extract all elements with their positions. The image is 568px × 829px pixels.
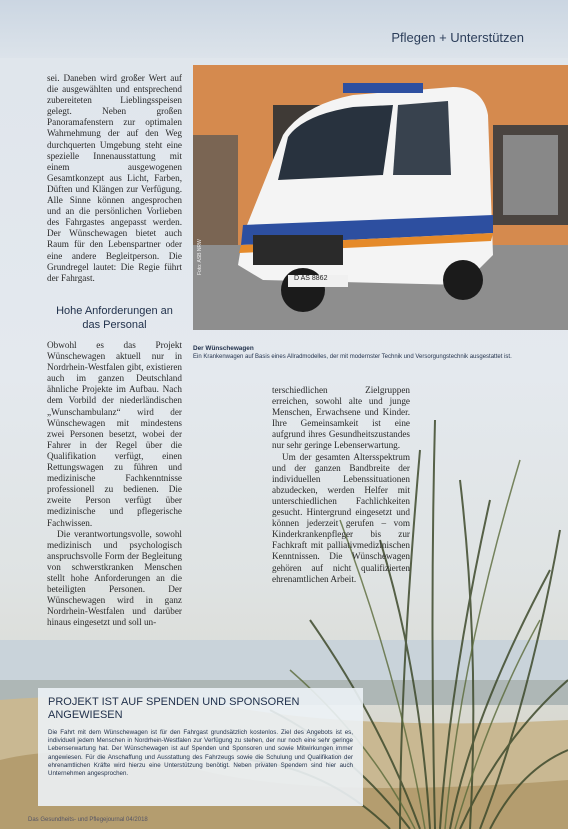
page-footer: Das Gesundheits- und Pflegejournal 04/2018 [28,817,148,823]
article-paragraph: sei. Daneben wird großer Wert auf die ausgewählten und entsprechend zubereiteten Lieblingsspeisen gelegt. Neben großen Panoramafenstern zur optimalen Wahrnehmung der auf den Weg durchquerten Umgebung steht eine spezielle Innenausstattung mit einem ausgewogenen Gesamtkonzept aus Licht, Farben, Düften und Klängen zur Verfügung. Alle Sinne können angesprochen und an die persönlichen Vorlieben des Fahrgastes angepasst werden. Der Wünschewagen bietet auch Raum für den Lebenspartner oder eine andere Begleitperson. Die Grundregel lautet: Die Regie führt der Fahrgast. [47,73,182,283]
license-plate: D AS 8862 [294,275,328,282]
box-text: Die Fahrt mit dem Wünschewagen ist für den Fahrgast grundsätzlich kostenlos. Ziel des Angebots ist es, individuell jedem Menschen in Nordrhein-Westfalen zur Verfügung zu stehen, der nur noch eine sehr geringe Lebenserwartung hat. Der Wünschewagen ist auf Spenden und Sponsoren und sowie Mitwirkungen immer angewiesen. Für die Anschaffung und Ausstattung des Fahrzeugs sowie die Schulung und Qualifikation der ehrenamtlichen Kräfte wird hierzu eine Unterstützung benötigt. Neben privaten Spendern sind hier auch Unternehmen angesprochen. [48,729,353,778]
article-subheading: Hohe Anforderungen an das Personal [56,305,173,331]
caption-title: Der Wünschewagen [193,345,254,352]
photo-credit: Foto: ASB NRW [197,239,203,275]
article-paragraph: terschiedlichen Zielgruppen erreichen, sowohl alte und junge Menschen, Erwachsene und Kinder. Ihre Gemeinsamkeit ist eine aufgrund ihres Gesundheitszustandes nur sehr geringe Lebenserwartung. [272,385,410,451]
article-paragraph: Obwohl es das Projekt Wünschewagen aktuell nur in Nordrhein-Westfalen gibt, existieren auch im ganzen Deutschland ähnliche Projekte im Aufbau. Nach dem Vorbild der niederländischen „Wunschambulanz“ wird der Wünschewagen mit mindestens zwei Personen besetzt, wobei der Fahrer in der Regel über die Qualifikation verfügt, einen Rettungswagen zu führen und medizinische Fachkenntnisse professionell zu bedienen. Die zweite Person verfügt über medizinische und pflegerische Fachwissen. [47,340,182,528]
article-paragraph: Die verantwortungsvolle, sowohl medizinisch und psychologisch anspruchsvolle Form der Begleitung von schwerstkranken Menschen stellt hohe Anforderungen an die beteiligten Personen. Der Wünschewagen wird in ganz Nordrhein-Westfalen und darüber hinaus eingesetzt und soll un- [47,528,182,628]
section-label: Pflegen + Unterstützen [391,30,524,45]
article-column-3 [272,385,410,585]
ambulance-photo [193,65,568,330]
box-title: PROJEKT IST AUF SPENDEN UND SPONSOREN ANGEWIESEN [48,696,300,721]
article-paragraph: Um der gesamten Altersspektrum und der ganzen Bandbreite der individuellen Lebenssituationen abzudecken, werden Helfer mit unterschiedlichen Fachlichkeiten gesucht. Hintergrund eingesetzt und können jederzeit gerufen – vom Kinderkrankenpfleger bis zur Fachkraft mit palliativmedizinischen Kenntnissen. Die Wünschewagen gehören auf nicht qualifizierten ehrenamtlichen Arbeit. [272,451,410,584]
caption-text: Ein Krankenwagen auf Basis eines Allradmodelles, der mit modernster Technik und Versorgungstechnik ausgestattet ist. [193,354,512,360]
page-header [0,0,568,58]
article-column-2 [47,340,182,628]
sidebar-box [38,688,363,806]
photo-caption [193,345,563,361]
article-column-1 [47,73,182,284]
